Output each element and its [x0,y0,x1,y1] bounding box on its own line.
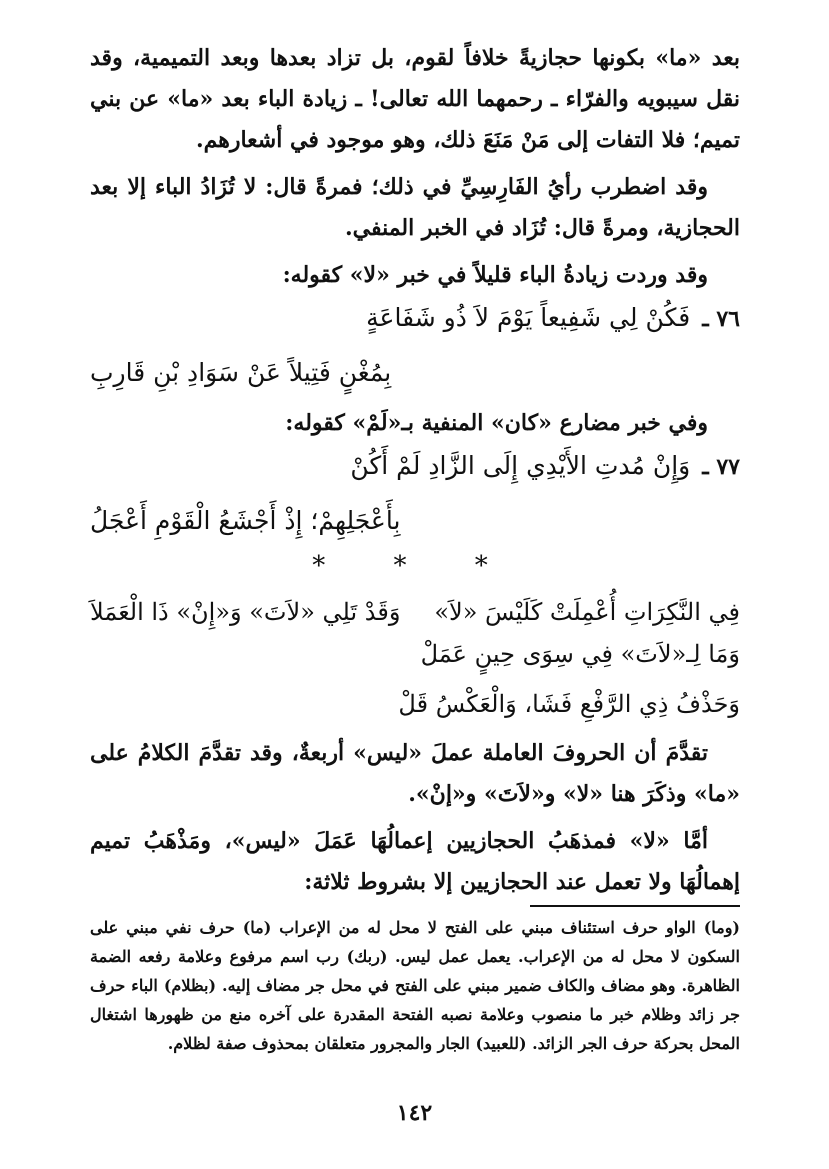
paragraph-4: وفي خبر مضارع «كان» المنفية بـ«لَمْ» كقوله: [285,410,708,436]
verse-76 [90,296,740,395]
verse-77-second-hemistich: بِأَعْجَلِهِمْ؛ إِذْ أَجْشَعُ الْقَوْمِ أَعْجَلُ [90,506,401,535]
verse-76-first-row [90,296,740,341]
alfiya-line-2: وَمَا لِـ«لاَتَ» فِي سِوَى حِينٍ عَمَلْ [420,640,740,668]
alfiya-line-3: وَحَذْفُ ذِي الرَّفْعِ فَشَا، وَالْعَكْسُ قَلْ [398,690,740,718]
main-text [90,38,740,909]
verse-76-first-hemistich: فَكُنْ لِي شَفِيعاً يَوْمَ لاَ ذُو شَفَاعَةٍ [366,303,691,332]
verse-76-number: ٧٦ ـ [702,306,740,332]
footnote-divider [530,905,740,907]
page-number: ١٤٢ [396,1100,433,1126]
footnote: (وما) الواو حرف استئناف مبني على الفتح لا محل له من الإعراب (ما) حرف نفي مبني على السكون لا محل له من الإعراب. يعمل عمل ليس. (ربك) رب اسم مرفوع وعلامة رفعه الضمة الظاهرة. وهو مضاف والكاف ضمير مبني على الفتح في محل جر مضاف إليه. (بظلام) الباء حرف جر زائد وظلام خبر ما منصوب وعلامة نصبه الفتحة المقدرة على آخره منع من ظهورها اشتغال المحل بحركة حرف الجر الزائد. (للعبيد) الجار والمجرور متعلقان بمحذوف صفة لظلام. [90,918,741,1053]
alfiya-line-1 [90,591,740,633]
verse-76-second-hemistich: بِمُغْنٍ فَتِيلاً عَنْ سَوَادِ بْنِ قَارِبِ [90,358,392,387]
paragraph-5: تقدَّمَ أن الحروفَ العاملة عملَ «ليس» أربعةٌ، وقد تقدَّمَ الكلامُ على «ما» وذكَرَ هنا «لا» و«لاَتَ» و«إنْ». [90,740,740,807]
verse-77-number: ٧٧ ـ [702,454,740,480]
verse-77-first-row [90,444,740,489]
section-separator: * * * [312,551,518,581]
verse-77 [90,444,740,543]
verse-77-first-hemistich: وَإِنْ مُدتِ الأَيْدِي إِلَى الزَّادِ لَمْ أَكُنْ [350,451,691,480]
alfiya-line-1-right: فِي النَّكِرَاتِ أُعْمِلَتْ كَلَيْسَ «لاَ» [434,598,740,626]
alfiya-line-1-left: وَقَدْ تَلِي «لاَتَ» وَ«إِنْ» ذَا الْعَمَلاَ [90,598,401,626]
paragraph-6: أمَّا «لا» فمذهَبُ الحجازيين إعمالُهَا عَمَلَ «ليس»، ومَذْهَبُ تميم إهمالُهَا ولا تعمل عند الحجازيين إلا بشروط ثلاثة: [90,828,740,895]
paragraph-1: بعد «ما» بكونها حجازيةً خلافاً لقوم، بل تزاد بعدها وبعد التميمية، وقد نقل سيبويه والفرّاء ـ رحمهما الله تعالى! ـ زيادة الباء بعد «ما» عن بني تميم؛ فلا التفات إلى مَنْ مَنَعَ ذلك، وهو موجود في أشعارهم. [90,45,740,153]
paragraph-3: وقد وردت زيادةُ الباء قليلاً في خبر «لا» كقوله: [282,262,708,288]
paragraph-2: وقد اضطرب رأيُ الفَارِسِيِّ في ذلك؛ فمرةً قال: لا تُزَادُ الباء إلا بعد الحجازية، ومرةً قال: تُزَاد في الخبر المنفي. [90,174,740,241]
